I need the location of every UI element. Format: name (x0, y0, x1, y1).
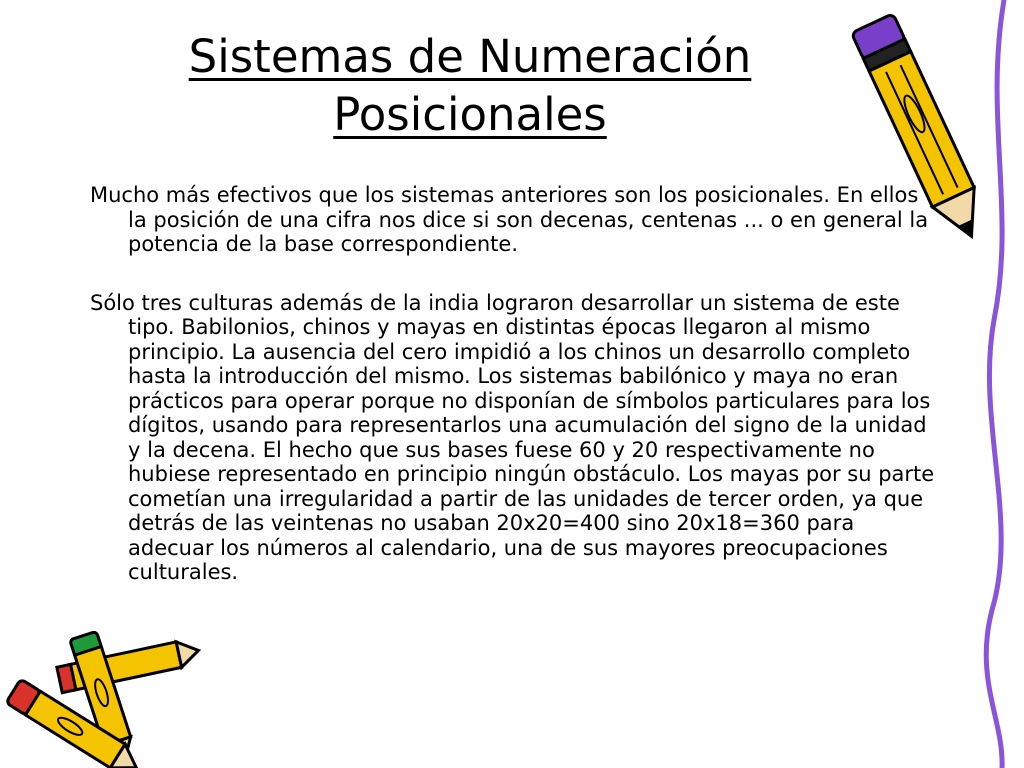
title-line-2: Posicionales (333, 88, 607, 141)
slide-body (90, 183, 940, 619)
slide-title (130, 28, 810, 144)
paragraph-positional-systems: Mucho más efectivos que los sistemas anteriores son los posicionales. En ellos la posición de una cifra nos dice si son decenas, centenas ... o en general la potencia de la base correspondiente. (90, 183, 929, 256)
pencils-icon (0, 620, 210, 768)
title-line-1: Sistemas de Numeración (188, 30, 752, 83)
paragraph-cultures: Sólo tres culturas además de la india lograron desarrollar un sistema de este tipo. Babilonios, chinos y mayas en distintas épocas llegaron al mismo principio. La ausencia del cero impidió a los chinos un desarrollo completo hasta la introducción del mismo. Los sistemas babilónico y maya no eran prácticos para operar porque no disponían de símbolos particulares para los dígitos, usando para representarlos una acumulación del signo de la unidad y la decena. El hecho que sus bases fuese 60 y 20 respectivamente no hubiese representado en principio ningún obstáculo. Los mayas por su parte cometían una irregularidad a partir de las unidades de tercer orden, ya que detrás de las veintenas no usaban 20x20=400 sino 20x18=360 para adecuar los números al calendario, una de sus mayores preocupaciones culturales. (90, 290, 935, 584)
